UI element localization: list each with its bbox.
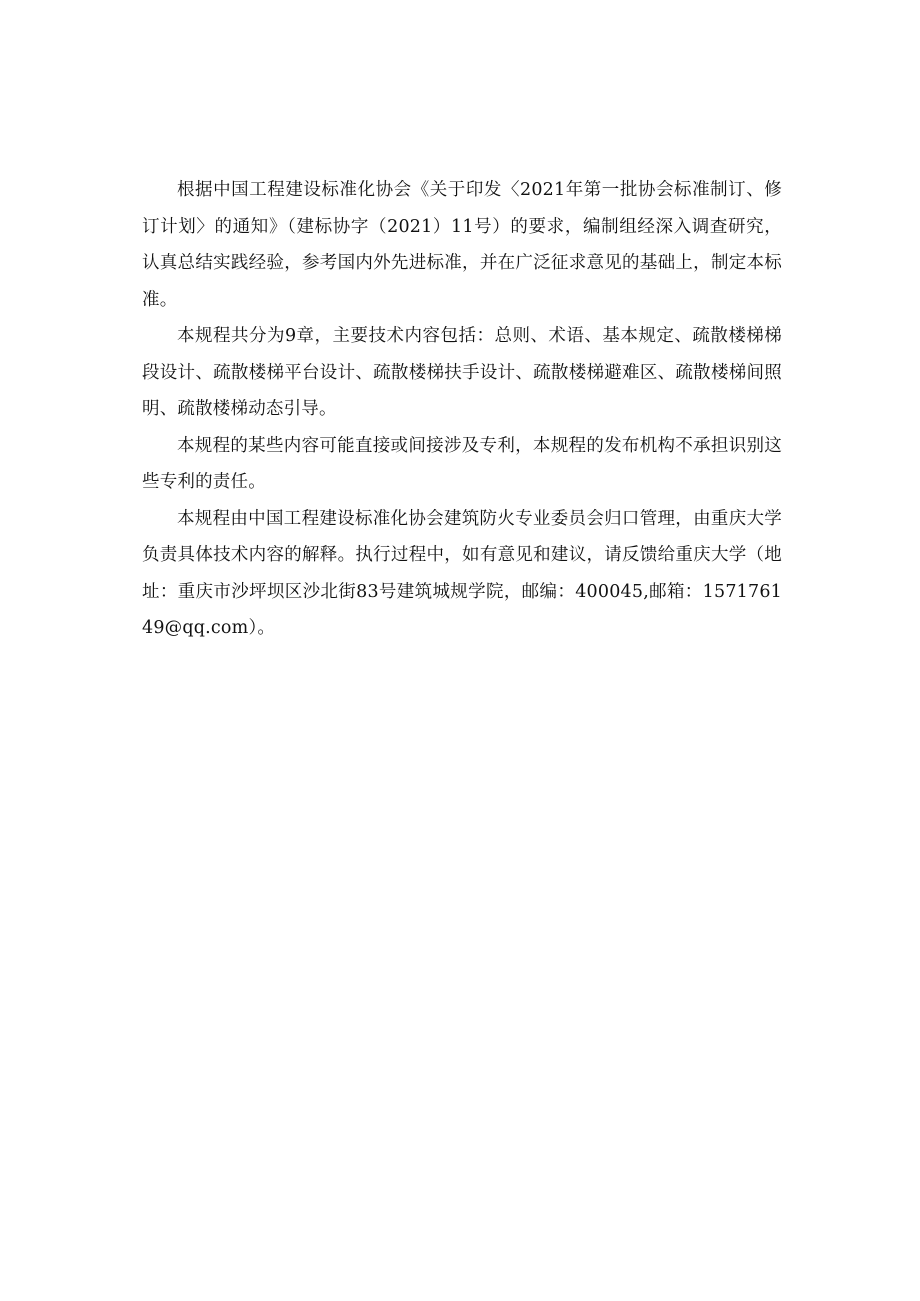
preface-paragraph-management: 本规程由中国工程建设标准化协会建筑防火专业委员会归口管理，由重庆大学负责具体技术内容的解释。执行过程中，如有意见和建议，请反馈给重庆大学（地址：重庆市沙坪坝区沙北街83号建筑城规学院，邮编：400045,邮箱：157176149@qq.com）。: [142, 508, 782, 638]
preface-paragraph-basis: 根据中国工程建设标准化协会《关于印发〈2021年第一批协会标准制订、修订计划〉的通知》（建标协字（2021）11号）的要求，编制组经深入调查研究，认真总结实践经验，参考国内外先进标准，并在广泛征求意见的基础上，制定本标准。: [142, 180, 782, 310]
preface-paragraph-contents: 本规程共分为9章，主要技术内容包括：总则、术语、基本规定、疏散楼梯梯段设计、疏散楼梯平台设计、疏散楼梯扶手设计、疏散楼梯避难区、疏散楼梯间照明、疏散楼梯动态引导。: [142, 326, 782, 419]
preface-paragraph-patent: 本规程的某些内容可能直接或间接涉及专利，本规程的发布机构不承担识别这些专利的责任。: [142, 435, 782, 492]
preface-body: [142, 172, 782, 647]
